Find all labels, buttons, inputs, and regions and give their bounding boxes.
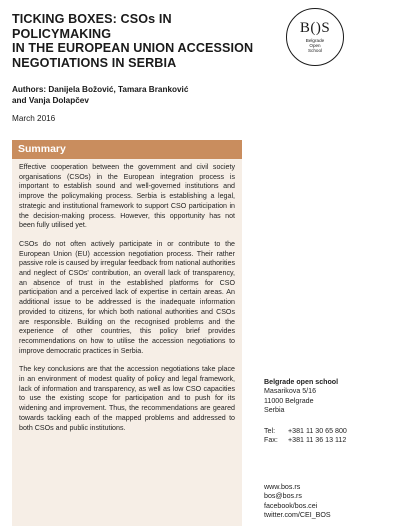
fax-label: Fax: <box>264 436 278 445</box>
logo-subtitle: Belgrade Open School <box>305 38 325 54</box>
twitter-link[interactable]: twitter.com/CEI_BOS <box>264 510 331 519</box>
contact-org: Belgrade open school <box>264 378 339 386</box>
publication-date: March 2016 <box>12 114 56 123</box>
website-link[interactable]: www.bos.rs <box>264 483 301 491</box>
document-title: TICKING BOXES: CSOs IN POLICYMAKING IN THE EUROPEAN UNION ACCESSION NEGOTIATIONS IN SERBIA <box>12 12 254 70</box>
authors-line: Authors: Danijela Božović, Tamara Branković and Vanja Dolapčev <box>12 85 189 106</box>
summary-paragraph-1: Effective cooperation between the government and civil society organisations (CSOs) in the European integration process is important to establish sound and well-governed institutions and improve the policymaking process. Serbia is establishing a legal, strategic and institutional framework to support CSO participation in the decision-making process. However, this opportunity has not been fully utilised yet. <box>19 163 235 230</box>
tel-value: +381 11 30 65 800 <box>288 427 347 436</box>
contact-fax-row <box>264 436 394 445</box>
summary-box <box>12 140 242 526</box>
summary-paragraph-2: CSOs do not often actively participate in or contribute to the European Union (EU) accession negotiation process. Their rather passive role is caused by irregular feedback from national authorities and neglect of CSOs' contribution, an overall lack of transparency, an absence of trust in the established platforms for CSO participation and a perceived lack of expertise in certain areas. An additional issue to be addressed is the inadequate information provided to citizens, for which both national authorities and CSOs are responsible. Building on the recognised problems and the experience of other countries, this policy brief provides recommendations on how to utilise the accession negotiations to improve democratic practices in Serbia. <box>19 239 235 355</box>
contact-country: Serbia <box>264 405 285 414</box>
web-links <box>264 483 394 520</box>
contact-tel-row <box>264 427 394 436</box>
logo-mark: B()S <box>299 20 331 36</box>
facebook-link[interactable]: facebook/bos.cei <box>264 501 318 510</box>
tel-label: Tel: <box>264 427 276 436</box>
bos-logo <box>286 8 344 66</box>
contact-street: Masarikova 5/16 <box>264 387 317 396</box>
summary-heading: Summary <box>12 140 242 159</box>
contact-block <box>264 378 394 446</box>
fax-value: +381 11 36 13 112 <box>288 436 347 445</box>
email-link[interactable]: bos@bos.rs <box>264 492 302 501</box>
contact-city: 11000 Belgrade <box>264 396 314 405</box>
summary-paragraph-3: The key conclusions are that the accession negotiations take place in an environment of modest quality of policy and legal framework, lack of information and transparency, as well as low CSO capacities to use the existing scope for participation and to push for its widening and improvement. Thus, the recommendations are geared towards tackling each of the mapped problems and addressed to both CSOs and public institutions. <box>19 365 235 432</box>
